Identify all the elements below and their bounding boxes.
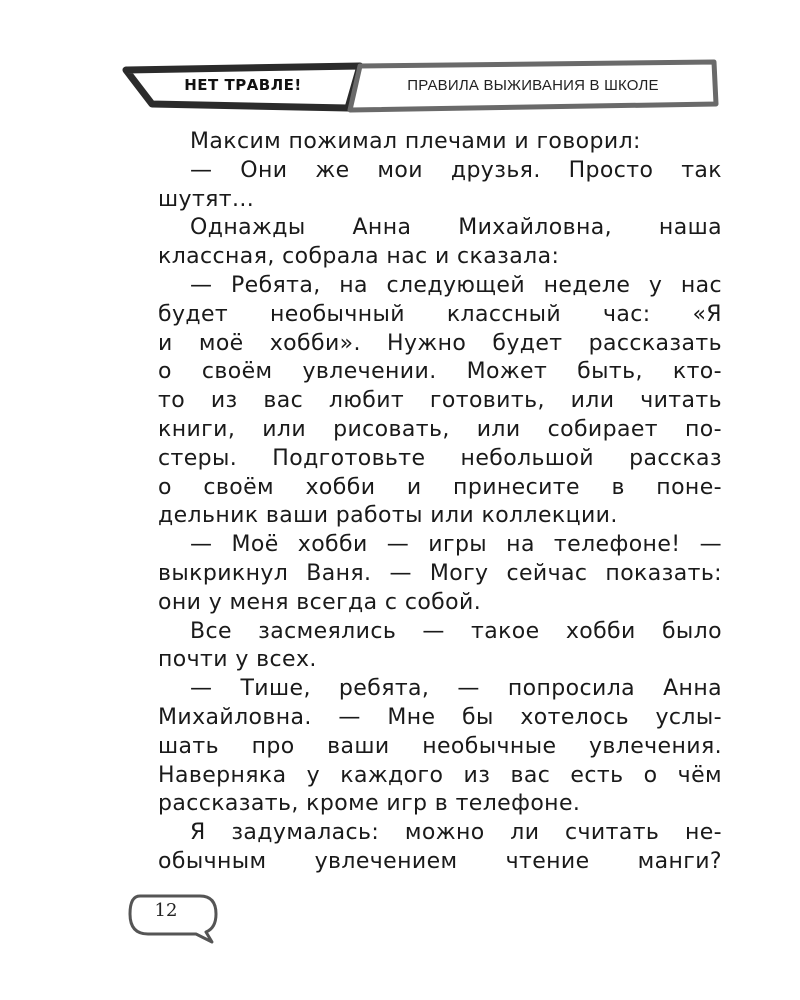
text-line: Максим пожимал плечами и говорил: xyxy=(190,129,641,154)
text-line: стеры. Подготовьте небольшой рассказ xyxy=(158,445,722,471)
text-line: Михайловна. — Мне бы хотелось услы- xyxy=(158,704,722,730)
text-line: — Тише, ребята, — попросила Анна xyxy=(190,676,722,702)
text-line: почти у всех. xyxy=(158,647,317,673)
text-line: Я задумалась: можно ли считать не- xyxy=(190,820,722,846)
text-line: выкрикнул Ваня. — Могу сейчас показать: xyxy=(158,560,722,586)
text-line: Наверняка у каждого из вас есть о чём xyxy=(158,762,722,788)
text-line: классная, собрала нас и сказала: xyxy=(158,244,560,270)
text-line: будет необычный классный час: «Я xyxy=(158,301,722,327)
text-line: и моё хобби». Нужно будет рассказать xyxy=(158,330,722,356)
text-line: они у меня всегда с собой. xyxy=(158,589,482,615)
text-line: — Они же мои друзья. Просто так xyxy=(190,157,722,183)
text-line: о своём увлечении. Может быть, кто- xyxy=(158,359,722,385)
text-line: дельник ваши работы или коллекции. xyxy=(158,503,618,529)
text-line: Однажды Анна Михайловна, наша xyxy=(190,215,722,241)
text-line: Все засмеялись — такое хобби было xyxy=(190,618,722,644)
text-line: обычным увлечением чтение манги? xyxy=(158,848,722,874)
text-line: то из вас любит готовить, или читать xyxy=(158,388,722,414)
series-title: НЕТ ТРАВЛЕ! xyxy=(184,76,302,94)
body-text xyxy=(158,128,722,877)
text-line: рассказать, кроме игр в телефоне. xyxy=(158,791,581,817)
chapter-title: ПРАВИЛА ВЫЖИВАНИЯ В ШКОЛЕ xyxy=(407,77,659,94)
page-number: 12 xyxy=(154,900,178,921)
text-line: — Моё хобби — игры на телефоне! — xyxy=(190,532,722,558)
text-line: шать про ваши необычные увлечения. xyxy=(158,733,722,759)
text-line: — Ребята, на следующей неделе у нас xyxy=(190,272,722,298)
running-header-frame xyxy=(0,0,800,130)
text-line: шутят... xyxy=(158,186,255,212)
text-line: о своём хобби и принесите в поне- xyxy=(158,474,722,500)
text-line: книги, или рисовать, или собирает по- xyxy=(158,416,722,442)
